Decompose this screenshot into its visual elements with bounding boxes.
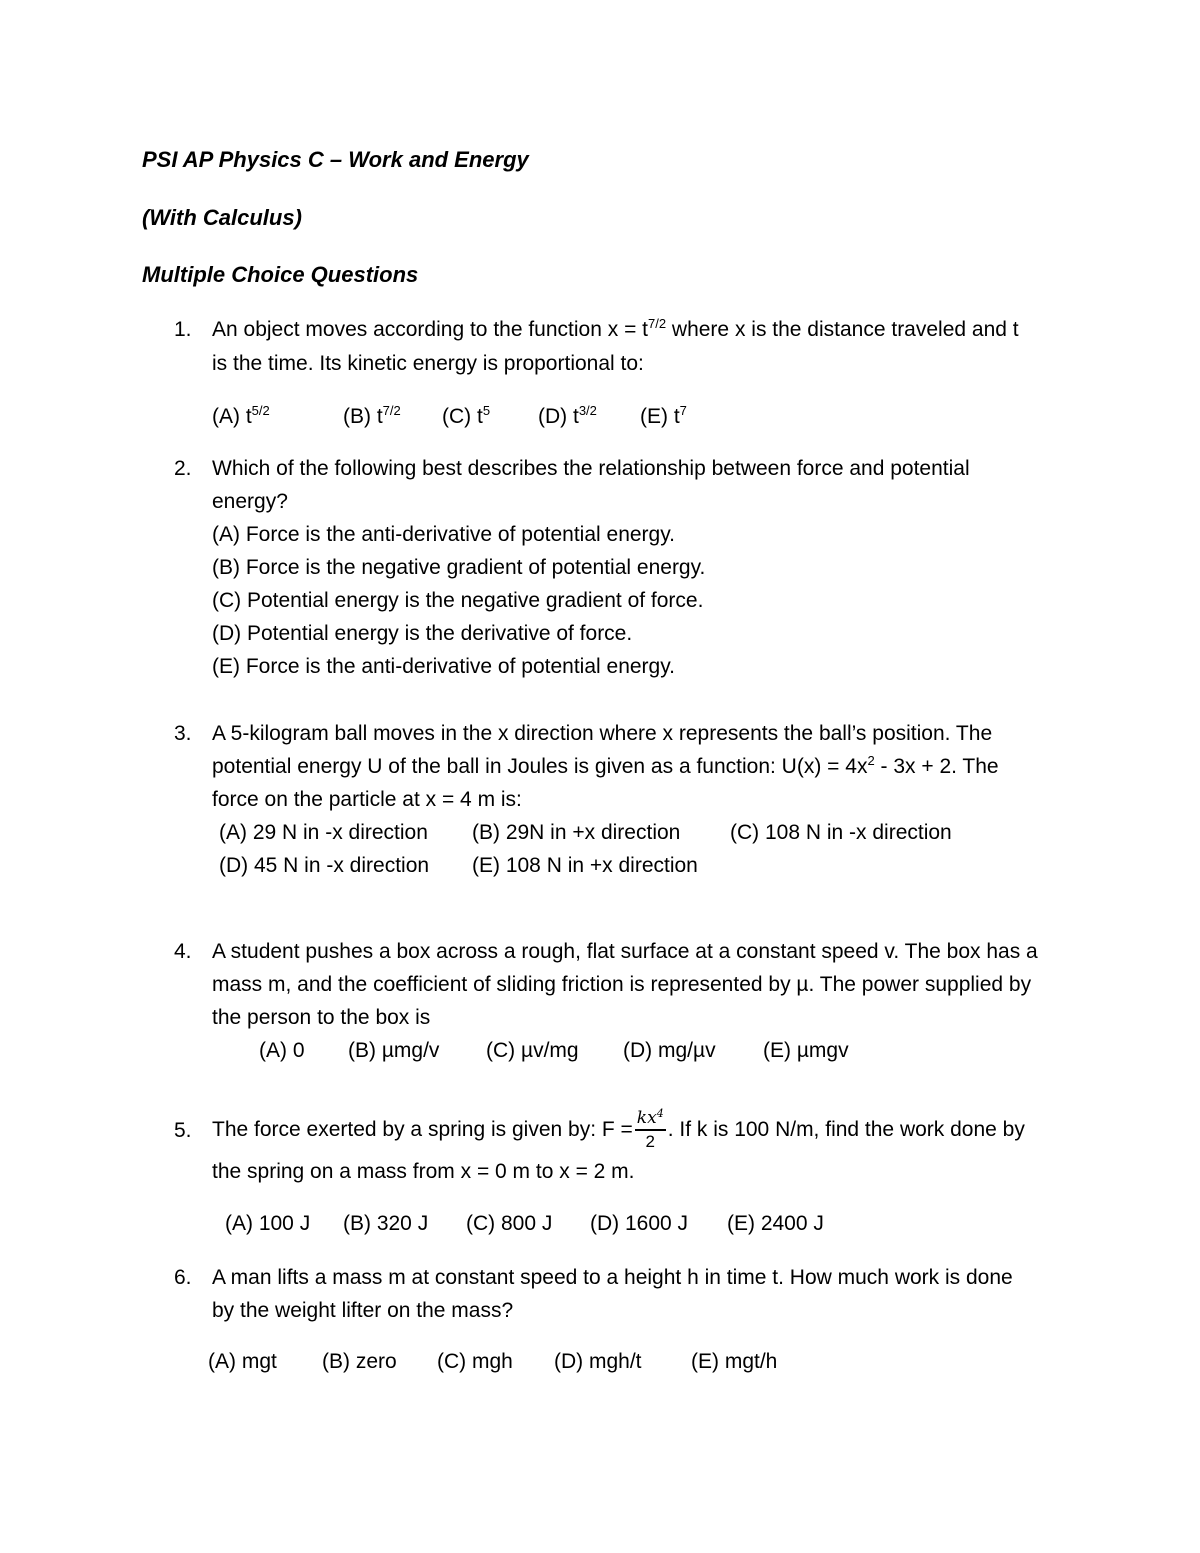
answer-choice: (E) Force is the anti-derivative of potential energy. [212, 655, 675, 678]
document-title: PSI AP Physics C – Work and Energy [142, 147, 529, 172]
answer-choice: (D) 45 N in -x direction [219, 854, 430, 877]
question-number: 1. [174, 318, 192, 341]
question-number: 6. [174, 1266, 192, 1289]
question-number: 2. [174, 457, 192, 480]
answer-choice: (E) µmgv [763, 1039, 849, 1062]
answer-choice: (C) Potential energy is the negative gradient of force. [212, 589, 704, 612]
answer-choice: (B) µmg/v [348, 1039, 440, 1062]
answer-choice: (A) Force is the anti-derivative of potential energy. [212, 523, 675, 546]
answer-choice: (A) 29 N in -x direction [219, 821, 428, 844]
question-text: the spring on a mass from x = 0 m to x = 2 m. [212, 1160, 635, 1183]
document-subtitle: (With Calculus) [142, 205, 302, 230]
question-text: is the time. Its kinetic energy is proportional to: [212, 352, 644, 375]
answer-choice: (E) mgt/h [691, 1350, 778, 1373]
question-text: Which of the following best describes the relationship between force and potential [212, 457, 970, 480]
section-heading: Multiple Choice Questions [142, 262, 419, 287]
question-text: A student pushes a box across a rough, flat surface at a constant speed v. The box has a [212, 940, 1038, 963]
answer-choice: (D) mgh/t [554, 1350, 642, 1373]
answer-choice: (C) $t^5$ [442, 403, 491, 428]
answer-choice: (D) mg/µv [623, 1039, 716, 1062]
answer-choice: (C) µv/mg [486, 1039, 579, 1062]
question-number: 5. [174, 1119, 192, 1142]
question-number: 4. [174, 940, 192, 963]
answer-choice: (A) mgt [208, 1350, 277, 1373]
question-number: 3. [174, 722, 192, 745]
question-text: A 5-kilogram ball moves in the x direction where x represents the ball’s position. The [212, 722, 993, 745]
answer-choice: (B) $t^{7/2}$ [343, 403, 401, 428]
answer-choice: (B) Force is the negative gradient of potential energy. [212, 556, 706, 579]
spring-force-fraction: $\frac{kx^4}{2}$ [636, 1107, 664, 1151]
answer-choice: (E) $t^7$ [640, 403, 687, 428]
answer-choice: (D) Potential energy is the derivative of force. [212, 622, 633, 645]
answer-choice: (B) 29N in +x direction [472, 821, 681, 844]
answer-choice: (C) mgh [437, 1350, 513, 1373]
question-text: potential energy U of the ball in Joules is given as a function: $U(x) = 4x^2 - 3x + 2$. The [212, 753, 999, 778]
question-text: the person to the box is [212, 1006, 431, 1029]
answer-choice: (A) 0 [259, 1039, 305, 1062]
answer-choice: (D) $t^{3/2}$ [538, 403, 597, 428]
question-text: The force exerted by a spring is given by: F = $\frac{kx^4}{2}$ . If k is 100 N/m, find the work done by [212, 1107, 1025, 1151]
question-text: force on the particle at x = 4 m is: [212, 788, 522, 811]
answer-choice: (E) 2400 J [727, 1212, 824, 1235]
question-text: A man lifts a mass m at constant speed to a height h in time t. How much work is done [212, 1266, 1013, 1289]
answer-choice: (B) zero [322, 1350, 397, 1373]
question-text: by the weight lifter on the mass? [212, 1299, 514, 1322]
question-text: mass m, and the coefficient of sliding friction is represented by µ. The power supplied by [212, 973, 1032, 996]
answer-choice: (A) $t^{5/2}$ [212, 403, 270, 428]
question-text: energy? [212, 490, 288, 513]
answer-choice: (B) 320 J [343, 1212, 429, 1235]
question-text: An object moves according to the function $x = t^{7/2}$ where x is the distance traveled and t [212, 316, 1019, 341]
answer-choice: (A) 100 J [225, 1212, 311, 1235]
answer-choice: (E) 108 N in +x direction [472, 854, 698, 877]
answer-choice: (C) 800 J [466, 1212, 553, 1235]
answer-choice: (C) 108 N in -x direction [730, 821, 952, 844]
answer-choice: (D) 1600 J [590, 1212, 689, 1235]
